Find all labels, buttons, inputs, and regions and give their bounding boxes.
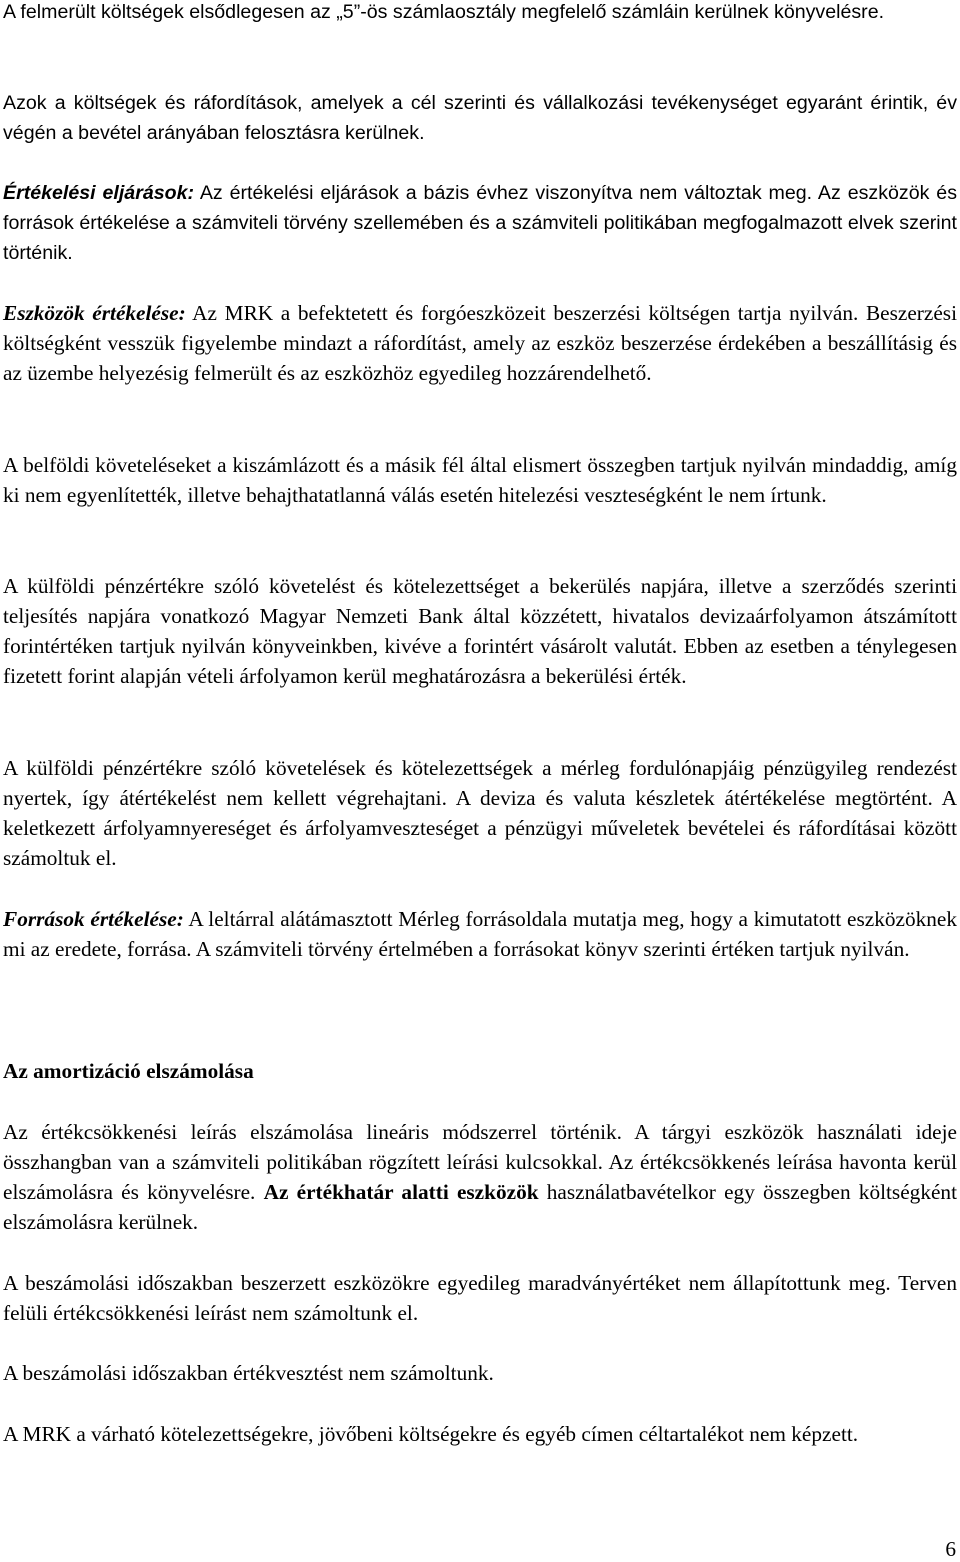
paragraph-residual-value: A beszámolási időszakban beszerzett eszközökre egyedileg maradványértéket nem állapítottunk meg. Terven felüli értékcsökkenési leírást nem számoltunk el.: [3, 1271, 957, 1325]
paragraph-cost-accounts: A felmerült költségek elsődlegesen az „5”-ös számlaosztály megfelelő számláin kerülnek könyvelésre.: [3, 1, 885, 23]
asset-valuation-label: Eszközök értékelése:: [3, 301, 186, 325]
paragraph-domestic-receivables: A belföldi követeléseket a kiszámlázott és a másik fél által elismert összegben tartjuk nyilván mindaddig, amíg ki nem egyenlítették, illetve behajthatatlanná válás esetén hitelezési veszteségként le nem írtunk.: [3, 453, 957, 507]
paragraph-impairment: A beszámolási időszakban értékvesztést nem számoltunk.: [3, 1361, 494, 1385]
paragraph-foreign-currency-settlement: A külföldi pénzértékre szóló követelések és kötelezettségek a mérleg fordulónapjáig pénzügyileg rendezést nyertek, így átértékelést nem kellett végrehajtani. A deviza és valuta készletek átértékelése megtörtént. A keletkezett árfolyamnyereséget és árfolyamveszteséget a pénzügyi műveletek bevételei és ráfordításai között számoltuk el.: [3, 756, 957, 870]
paragraph-foreign-currency-receivables: A külföldi pénzértékre szóló követelést és kötelezettséget a bekerülés napjára, illetve a szerződés szerinti teljesítés napjára vonatkozó Magyar Nemzeti Bank által közzétett, hivatalos devizaárfolyamon átszámított forintértéken tartjuk nyilván könyveinkben, kivéve a forintért vásárolt valutát. Ebben az esetben a ténylegesen fizetett forint alapján vételi árfolyamon kerül meghatározásra a bekerülési érték.: [3, 574, 957, 688]
depreciation-text-b: használatbavételkor egy összegben költségként elszámolásra kerülnek.: [3, 1180, 957, 1234]
paragraph-asset-valuation: [3, 298, 957, 388]
page-number: 6: [945, 1537, 956, 1561]
source-valuation-label: Források értékelése:: [3, 907, 184, 931]
depreciation-text-a: Az értékcsökkenési leírás elszámolása lineáris módszerrel történik. A tárgyi eszközök használati ideje összhangban van a számviteli politikában rögzített leírási kulcsokkal. Az értékcsökkenés leírása havonta kerül elszámolásra és könyvelésre.: [3, 1120, 957, 1204]
asset-valuation-text: Az MRK a befektetett és forgóeszközeit beszerzési költségen tartja nyilván. Beszerzési költségként vesszük figyelembe mindazt a ráfordítást, amely az eszköz beszerzése érdekében a beszállításig és az üzembe helyezésig felmerült és az eszközhöz egyedileg hozzárendelhető.: [3, 301, 957, 385]
depreciation-bold-text: Az értékhatár alatti eszközök: [263, 1180, 539, 1204]
paragraph-source-valuation: [3, 904, 957, 964]
paragraph-cost-allocation: Azok a költségek és ráfordítások, amelyek a cél szerinti és vállalkozási tevékenységet egyaránt érintik, év végén a bevétel arányában felosztásra kerülnek.: [3, 92, 957, 144]
source-valuation-text: A leltárral alátámasztott Mérleg forrásoldala mutatja meg, hogy a kimutatott eszközöknek mi az eredete, forrása. A számviteli törvény értelmében a forrásokat könyv szerinti értéken tartjuk nyilván.: [3, 907, 957, 961]
paragraph-valuation-procedures: [3, 178, 957, 268]
section-heading-amortization: Az amortizáció elszámolása: [3, 1059, 254, 1083]
paragraph-provisions: A MRK a várható kötelezettségekre, jövőbeni költségekre és egyéb címen céltartalékot nem képzett.: [3, 1422, 859, 1446]
valuation-procedures-label: Értékelési eljárások:: [3, 182, 195, 204]
valuation-procedures-text: Az értékelési eljárások a bázis évhez viszonyítva nem változtak meg. Az eszközök és források értékelése a számviteli törvény szellemében és a számviteli politikában megfogalmazott elvek szerint történik.: [3, 182, 957, 264]
paragraph-depreciation-method: [3, 1117, 957, 1237]
